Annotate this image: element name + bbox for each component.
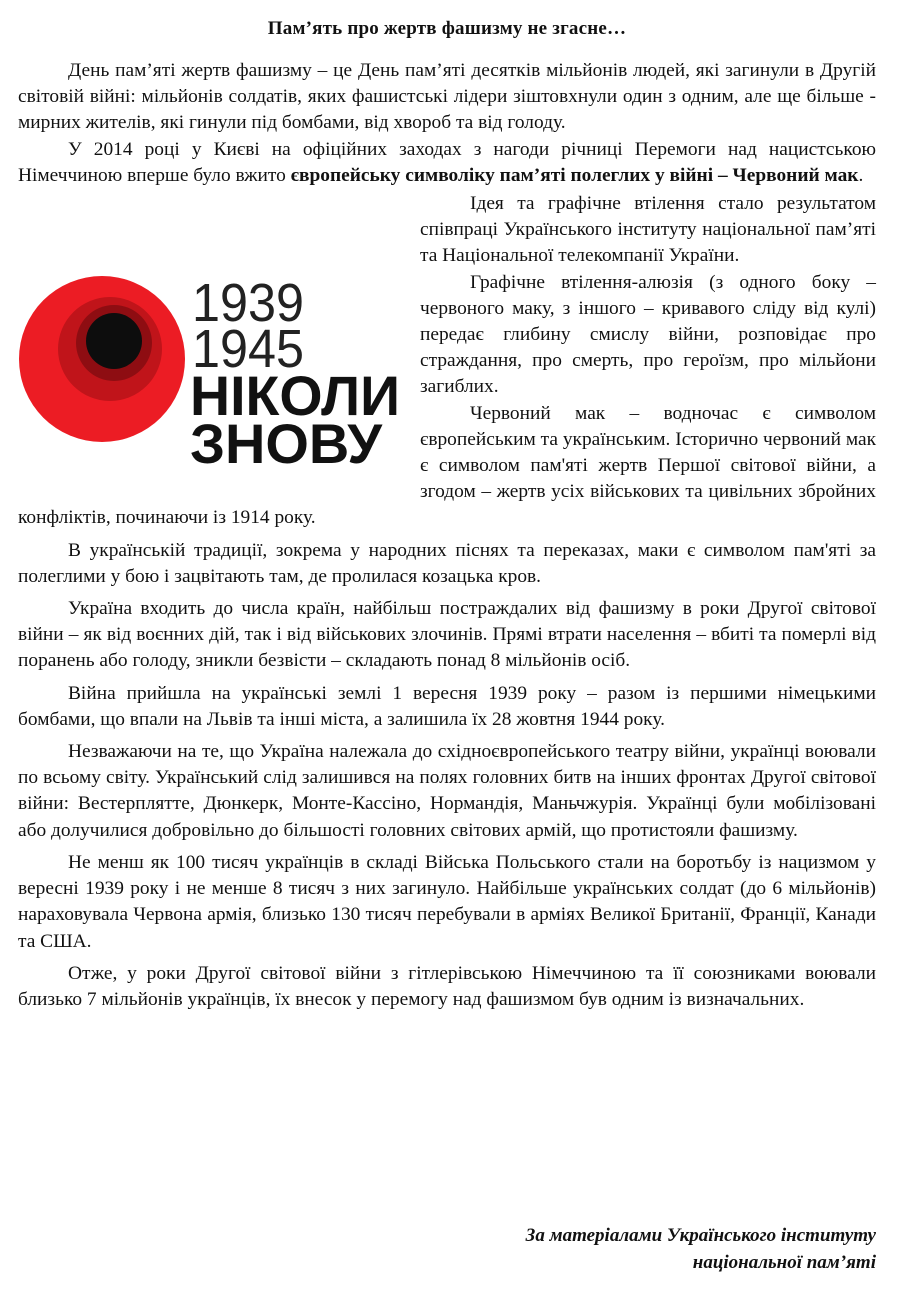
paragraph-10: Не менш як 100 тисяч українців в складі Війська Польського стали на боротьбу із нацизмом у вересні 1939 року і не менше 8 тисяч з них загинуло. Найбільше українських солдат (до 6 мільйонів) нараховувала Червона армія, близько 130 тисяч перебували в арміях Великої Британії, Франції, Канади та США.: [18, 851, 876, 952]
logo-year-1: 1939: [192, 273, 304, 334]
paragraph-2-text-b: .: [858, 164, 864, 186]
figure-row: [18, 189, 876, 532]
paragraph-7: Україна входить до числа країн, найбільш постраждалих від фашизму в роки Другої світової війни – як від воєнних дій, так і від військових злочинів. Прямі втрати населення – вбиті та померлі від поранень або голоду, зникли безвісти – складають понад 8 мільйонів осіб.: [18, 598, 876, 672]
paragraph-11: Отже, у роки Другої світової війни з гітлерівською Німеччиною та її союзниками воювали близько 7 мільйонів українців, їх внесок у перемогу над фашизмом був одним із визначальних.: [18, 962, 876, 1010]
paragraph-5: Червоний мак – водночас є символом європейським та українським. Історично червоний мак є символом пам'яті жертв Першої світової війни, а згодом – жертв усіх військових та цивільних збройних конфліктів, починаючи із 1914 року.: [18, 402, 876, 529]
paragraph-6: В українській традиції, зокрема у народних піснях та переказах, маки є символом пам'яті за полеглими у бою і зацвітають там, де пролилася козацька кров.: [18, 539, 876, 587]
logo-year-2: 1945: [192, 319, 304, 380]
never-again-logo: [18, 191, 408, 491]
document-title: Пам’ять про жертв фашизму не згасне…: [267, 18, 627, 39]
signature-line-2: національної пам’яті: [692, 1252, 876, 1273]
paragraph-2-bold: європейську символіку пам’яті полеглих у війні – Червоний мак: [290, 164, 859, 186]
poppy-logo: [18, 191, 408, 491]
paragraph-8: Війна прийшла на українські землі 1 вересня 1939 року – разом із першими німецькими бомбами, що впали на Львів та інші міста, а залишила їх 28 жовтня 1944 року.: [18, 682, 876, 730]
logo-line-1: НІКОЛИ: [190, 364, 400, 428]
paragraph-2-text-a: У 2014 році у Києві на офіційних заходах з нагоди річниці Перемоги над нацистською Німеччиною вперше було вжито: [18, 138, 876, 186]
paragraph-3: Ідея та графічне втілення стало результатом співпраці Українського інституту національної пам’яті та Національної телекомпанії України.: [420, 193, 876, 267]
paragraph-2: [18, 137, 876, 189]
paragraph-9: Незважаючи на те, що Україна належала до східноєвропейського театру війни, українці воювали по всьому світу. Український слід залишився на полях головних битв на інших фронтах Другої світової війни: Вестерплятте, Дюнкерк, Монте-Кассіно, Нормандія, Маньчжурія. Українці були мобілізовані або долучилися добровільно до більшості головних світових армій, що протистояли фашизму.: [18, 741, 876, 841]
signature-line-1: За матеріалами Українського інституту: [525, 1225, 876, 1246]
signature: [526, 1222, 876, 1276]
paragraph-1: День пам’яті жертв фашизму – це День пам’яті десятків мільйонів людей, які загинули в Другій світовій війні: мільйонів солдатів, яких фашистські лідери зіштовхнули один з одним, але ще більше - мирних жителів, які гинули під бомбами, від хвороб та від голоду.: [18, 60, 876, 134]
poppy-center: [86, 313, 142, 369]
logo-line-2: ЗНОВУ: [190, 412, 384, 476]
paragraph-4: Графічне втілення-алюзія (з одного боку – червоного маку, з іншого – кривавого сліду від кулі) передає глибину смислу війни, розповідає про страждання, про смерть, про героїзм, про мільйони загиблих.: [420, 271, 876, 398]
